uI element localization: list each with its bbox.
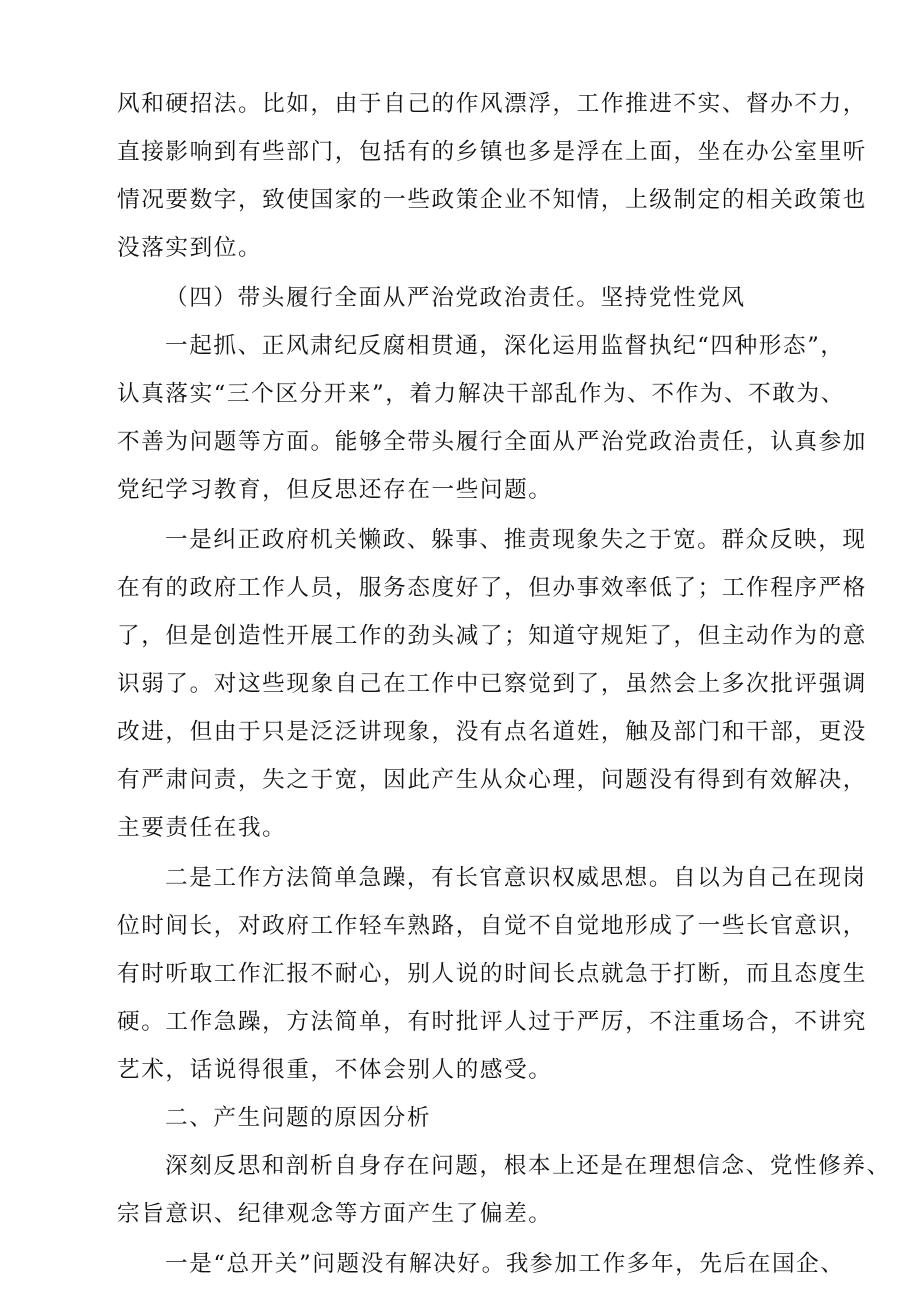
paragraph [117, 322, 868, 514]
text-line: 位时间长，对政府工作轻车熟路，自觉不自觉地形成了一些长官意识， [117, 913, 868, 939]
text-line: 直接影响到有些部门，包括有的乡镇也多是浮在上面，坐在办公室里听 [117, 139, 868, 165]
text-line: 二、产生问题的原因分析 [165, 1105, 432, 1131]
text-line: 风和硬招法。比如，由于自己的作风漂浮，工作推进不实、督办不力， [117, 91, 868, 117]
text-line: 了，但是创造性开展工作的劲头减了；知道守规矩了，但主动作为的意 [117, 623, 868, 649]
text-line: 识弱了。对这些现象自己在工作中已察觉到了，虽然会上多次批评强调 [117, 671, 868, 697]
text-line: 有严肃问责，失之于宽，因此产生从众心理，问题没有得到有效解决， [117, 767, 868, 793]
text-line: 党纪学习教育，但反思还存在一些问题。 [117, 477, 553, 503]
text-line: 二是工作方法简单急躁，有长官意识权威思想。自以为自己在现岗 [165, 865, 867, 891]
text-line: 情况要数字，致使国家的一些政策企业不知情，上级制定的相关政策也 [117, 187, 868, 213]
text-line: （四）带头履行全面从严治党政治责任。坚持党性党风 [165, 285, 746, 311]
paragraph [117, 1240, 845, 1288]
text-line: 艺术，话说得很重，不体会别人的感受。 [117, 1057, 553, 1083]
text-line: 没落实到位。 [117, 235, 263, 261]
text-line: 在有的政府工作人员，服务态度好了，但办事效率低了；工作程序严格 [117, 575, 868, 601]
text-line: 主要责任在我。 [117, 815, 287, 841]
paragraph-continuation [117, 80, 868, 272]
text-line: 改进，但由于只是泛泛讲现象，没有点名道姓，触及部门和干部，更没 [117, 719, 868, 745]
paragraph [117, 1142, 891, 1238]
text-line: 一是纠正政府机关懒政、躲事、推责现象失之于宽。群众反映，现 [165, 527, 867, 553]
section-heading-four [117, 274, 833, 322]
section-heading-two [117, 1094, 833, 1142]
text-line: 硬。工作急躁，方法简单，有时批评人过于严厉，不注重场合，不讲究 [117, 1009, 868, 1035]
text-line: 宗旨意识、纪律观念等方面产生了偏差。 [117, 1201, 553, 1227]
text-line: 一起抓、正风肃纪反腐相贯通，深化运用监督执纪“四种形态”， [165, 333, 845, 359]
paragraph [117, 854, 868, 1094]
text-line: 不善为问题等方面。能够全带头履行全面从严治党政治责任，认真参加 [117, 429, 868, 455]
text-line: 认真落实“三个区分开来”，着力解决干部乱作为、不作为、不敢为、 [117, 381, 845, 407]
text-line: 深刻反思和剖析自身存在问题，根本上还是在理想信念、党性修养、 [165, 1153, 891, 1179]
text-line: 有时听取工作汇报不耐心，别人说的时间长点就急于打断，而且态度生 [117, 961, 868, 987]
paragraph [117, 516, 868, 852]
text-line: 一是“总开关”问题没有解决好。我参加工作多年，先后在国企、 [165, 1251, 845, 1277]
